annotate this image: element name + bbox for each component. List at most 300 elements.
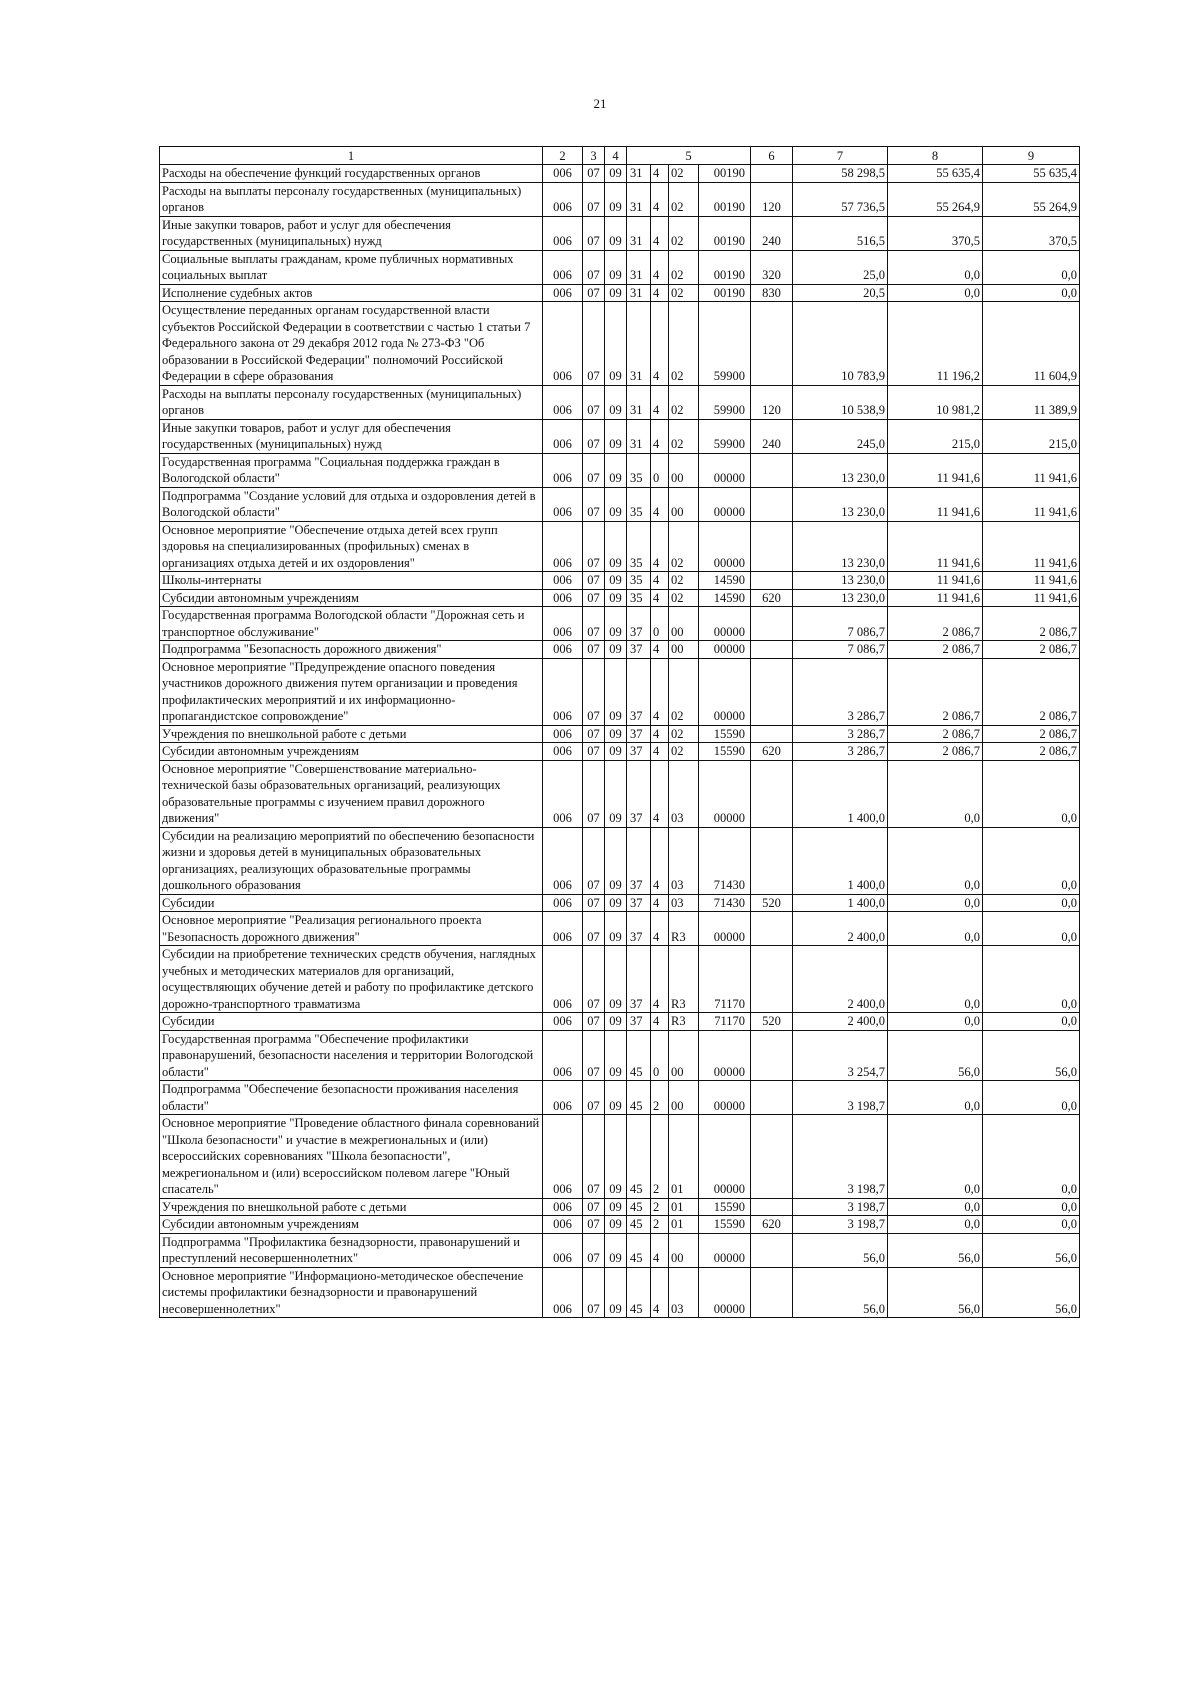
cell-subsection: 09 <box>605 572 627 590</box>
cell-amount-year-3: 0,0 <box>983 912 1080 946</box>
cell-target-program: 45 <box>627 1198 651 1216</box>
cell-target-program: 31 <box>627 419 651 453</box>
cell-target-event: 01 <box>669 1115 699 1199</box>
cell-admin-code: 006 <box>543 250 583 284</box>
cell-admin-code: 006 <box>543 182 583 216</box>
cell-admin-code: 006 <box>543 1233 583 1267</box>
cell-section: 07 <box>583 743 605 761</box>
cell-amount-year-3: 56,0 <box>983 1030 1080 1081</box>
cell-target-subprogram: 4 <box>651 1233 669 1267</box>
cell-name: Подпрограмма "Безопасность дорожного движения" <box>160 641 543 659</box>
cell-expense-type <box>751 1081 793 1115</box>
cell-subsection: 09 <box>605 658 627 725</box>
cell-target-program: 45 <box>627 1267 651 1318</box>
cell-section: 07 <box>583 182 605 216</box>
cell-section: 07 <box>583 385 605 419</box>
cell-name: Исполнение судебных актов <box>160 284 543 302</box>
cell-section: 07 <box>583 1030 605 1081</box>
cell-target-program: 37 <box>627 725 651 743</box>
cell-name: Учреждения по внешкольной работе с детьми <box>160 1198 543 1216</box>
cell-target-direction: 71430 <box>699 894 751 912</box>
cell-target-event: 02 <box>669 658 699 725</box>
cell-amount-year-1: 10 783,9 <box>793 302 888 386</box>
cell-amount-year-1: 56,0 <box>793 1267 888 1318</box>
cell-target-subprogram: 0 <box>651 453 669 487</box>
cell-target-subprogram: 4 <box>651 165 669 183</box>
cell-amount-year-2: 0,0 <box>888 1013 983 1031</box>
cell-amount-year-1: 3 254,7 <box>793 1030 888 1081</box>
cell-section: 07 <box>583 1081 605 1115</box>
cell-section: 07 <box>583 284 605 302</box>
cell-amount-year-2: 0,0 <box>888 894 983 912</box>
cell-admin-code: 006 <box>543 1198 583 1216</box>
cell-target-event: 02 <box>669 725 699 743</box>
cell-amount-year-3: 0,0 <box>983 946 1080 1013</box>
cell-subsection: 09 <box>605 725 627 743</box>
cell-admin-code: 006 <box>543 760 583 827</box>
cell-expense-type <box>751 607 793 641</box>
cell-amount-year-3: 2 086,7 <box>983 725 1080 743</box>
cell-admin-code: 006 <box>543 165 583 183</box>
cell-subsection: 09 <box>605 589 627 607</box>
cell-amount-year-3: 0,0 <box>983 894 1080 912</box>
cell-section: 07 <box>583 419 605 453</box>
cell-subsection: 09 <box>605 1216 627 1234</box>
cell-target-subprogram: 4 <box>651 743 669 761</box>
cell-name: Государственная программа "Обеспечение профилактики правонарушений, безопасности населения и территории Вологодской области" <box>160 1030 543 1081</box>
cell-target-direction: 14590 <box>699 572 751 590</box>
cell-target-direction: 15590 <box>699 1216 751 1234</box>
cell-target-program: 37 <box>627 827 651 894</box>
cell-target-program: 45 <box>627 1115 651 1199</box>
cell-target-event: 03 <box>669 894 699 912</box>
cell-amount-year-3: 370,5 <box>983 216 1080 250</box>
cell-section: 07 <box>583 894 605 912</box>
cell-admin-code: 006 <box>543 1115 583 1199</box>
cell-amount-year-2: 0,0 <box>888 946 983 1013</box>
cell-target-direction: 00000 <box>699 1267 751 1318</box>
table-row <box>160 607 1080 641</box>
cell-amount-year-3: 55 264,9 <box>983 182 1080 216</box>
cell-expense-type: 620 <box>751 743 793 761</box>
cell-amount-year-1: 2 400,0 <box>793 912 888 946</box>
cell-expense-type <box>751 487 793 521</box>
cell-target-direction: 71170 <box>699 946 751 1013</box>
cell-amount-year-3: 56,0 <box>983 1233 1080 1267</box>
cell-target-event: 03 <box>669 827 699 894</box>
cell-target-program: 35 <box>627 589 651 607</box>
table-row <box>160 912 1080 946</box>
cell-expense-type <box>751 827 793 894</box>
cell-expense-type: 240 <box>751 216 793 250</box>
cell-subsection: 09 <box>605 946 627 1013</box>
cell-target-event: 02 <box>669 521 699 572</box>
cell-expense-type <box>751 302 793 386</box>
cell-target-event: 00 <box>669 1081 699 1115</box>
table-row <box>160 760 1080 827</box>
cell-section: 07 <box>583 250 605 284</box>
cell-amount-year-1: 25,0 <box>793 250 888 284</box>
cell-expense-type: 620 <box>751 1216 793 1234</box>
cell-amount-year-2: 215,0 <box>888 419 983 453</box>
cell-amount-year-1: 3 198,7 <box>793 1081 888 1115</box>
cell-amount-year-1: 3 286,7 <box>793 725 888 743</box>
cell-amount-year-2: 11 941,6 <box>888 589 983 607</box>
cell-amount-year-1: 7 086,7 <box>793 641 888 659</box>
cell-target-event: 02 <box>669 385 699 419</box>
table-row <box>160 250 1080 284</box>
cell-name: Расходы на обеспечение функций государственных органов <box>160 165 543 183</box>
cell-name: Иные закупки товаров, работ и услуг для обеспечения государственных (муниципальных) нужд <box>160 419 543 453</box>
cell-subsection: 09 <box>605 1081 627 1115</box>
cell-amount-year-3: 0,0 <box>983 284 1080 302</box>
cell-section: 07 <box>583 1198 605 1216</box>
cell-target-direction: 71170 <box>699 1013 751 1031</box>
cell-amount-year-2: 0,0 <box>888 1115 983 1199</box>
cell-expense-type: 120 <box>751 182 793 216</box>
cell-section: 07 <box>583 658 605 725</box>
cell-name: Основное мероприятие "Информационо-методическое обеспечение системы профилактики безнадзорности и правонарушений несовершеннолетних" <box>160 1267 543 1318</box>
header-col-9: 9 <box>983 147 1080 165</box>
cell-target-event: 00 <box>669 1030 699 1081</box>
cell-name: Субсидии на приобретение технических средств обучения, наглядных учебных и методических материалов для организаций, осуществляющих обучение детей и работу по профилактике детского дорожно-транспортного травматизма <box>160 946 543 1013</box>
cell-target-subprogram: 4 <box>651 216 669 250</box>
cell-target-event: R3 <box>669 1013 699 1031</box>
cell-amount-year-2: 0,0 <box>888 284 983 302</box>
cell-name: Субсидии <box>160 894 543 912</box>
cell-target-direction: 00000 <box>699 1030 751 1081</box>
cell-target-subprogram: 4 <box>651 182 669 216</box>
cell-amount-year-3: 0,0 <box>983 827 1080 894</box>
cell-subsection: 09 <box>605 521 627 572</box>
header-col-4: 4 <box>605 147 627 165</box>
cell-target-subprogram: 4 <box>651 760 669 827</box>
cell-amount-year-2: 370,5 <box>888 216 983 250</box>
cell-target-event: 00 <box>669 1233 699 1267</box>
cell-expense-type <box>751 1233 793 1267</box>
cell-target-event: 03 <box>669 1267 699 1318</box>
cell-target-event: 02 <box>669 419 699 453</box>
cell-amount-year-2: 56,0 <box>888 1233 983 1267</box>
cell-target-direction: 71430 <box>699 827 751 894</box>
cell-subsection: 09 <box>605 1030 627 1081</box>
cell-admin-code: 006 <box>543 894 583 912</box>
cell-subsection: 09 <box>605 607 627 641</box>
cell-amount-year-1: 2 400,0 <box>793 1013 888 1031</box>
table-row <box>160 521 1080 572</box>
cell-target-event: 02 <box>669 182 699 216</box>
cell-target-direction: 00000 <box>699 641 751 659</box>
cell-amount-year-3: 11 389,9 <box>983 385 1080 419</box>
cell-amount-year-3: 11 941,6 <box>983 487 1080 521</box>
cell-target-direction: 00000 <box>699 1233 751 1267</box>
cell-target-event: 02 <box>669 284 699 302</box>
cell-target-subprogram: 4 <box>651 1013 669 1031</box>
cell-amount-year-3: 0,0 <box>983 760 1080 827</box>
table-row <box>160 487 1080 521</box>
cell-amount-year-2: 2 086,7 <box>888 725 983 743</box>
page-number: 21 <box>593 96 607 111</box>
cell-target-subprogram: 4 <box>651 1267 669 1318</box>
cell-target-direction: 00190 <box>699 216 751 250</box>
table-body <box>160 165 1080 1318</box>
cell-admin-code: 006 <box>543 1013 583 1031</box>
cell-amount-year-1: 57 736,5 <box>793 182 888 216</box>
table-row <box>160 589 1080 607</box>
cell-amount-year-3: 0,0 <box>983 1216 1080 1234</box>
cell-target-subprogram: 4 <box>651 912 669 946</box>
cell-amount-year-2: 55 264,9 <box>888 182 983 216</box>
cell-amount-year-2: 11 941,6 <box>888 453 983 487</box>
table-row <box>160 827 1080 894</box>
cell-name: Школы-интернаты <box>160 572 543 590</box>
cell-name: Государственная программа "Социальная поддержка граждан в Вологодской области" <box>160 453 543 487</box>
cell-target-subprogram: 0 <box>651 1030 669 1081</box>
cell-target-event: 00 <box>669 487 699 521</box>
cell-admin-code: 006 <box>543 589 583 607</box>
cell-target-direction: 00000 <box>699 453 751 487</box>
cell-name: Субсидии на реализацию мероприятий по обеспечению безопасности жизни и здоровья детей в муниципальных образовательных организациях, реализующих образовательные программы дошкольного образования <box>160 827 543 894</box>
cell-target-program: 37 <box>627 658 651 725</box>
cell-target-event: 02 <box>669 165 699 183</box>
cell-amount-year-3: 11 941,6 <box>983 521 1080 572</box>
cell-subsection: 09 <box>605 912 627 946</box>
cell-target-event: 02 <box>669 302 699 386</box>
cell-target-direction: 15590 <box>699 1198 751 1216</box>
cell-target-event: 02 <box>669 743 699 761</box>
cell-target-subprogram: 4 <box>651 658 669 725</box>
cell-section: 07 <box>583 302 605 386</box>
cell-amount-year-2: 2 086,7 <box>888 658 983 725</box>
cell-admin-code: 006 <box>543 302 583 386</box>
cell-target-direction: 00000 <box>699 521 751 572</box>
cell-amount-year-1: 245,0 <box>793 419 888 453</box>
cell-subsection: 09 <box>605 1267 627 1318</box>
cell-amount-year-3: 11 941,6 <box>983 572 1080 590</box>
table-row <box>160 302 1080 386</box>
cell-admin-code: 006 <box>543 827 583 894</box>
cell-admin-code: 006 <box>543 572 583 590</box>
cell-name: Расходы на выплаты персоналу государственных (муниципальных) органов <box>160 385 543 419</box>
cell-target-event: 02 <box>669 589 699 607</box>
cell-amount-year-1: 13 230,0 <box>793 521 888 572</box>
cell-amount-year-3: 11 604,9 <box>983 302 1080 386</box>
cell-amount-year-3: 55 635,4 <box>983 165 1080 183</box>
cell-expense-type <box>751 1115 793 1199</box>
cell-amount-year-2: 2 086,7 <box>888 607 983 641</box>
cell-subsection: 09 <box>605 216 627 250</box>
cell-amount-year-2: 0,0 <box>888 250 983 284</box>
cell-expense-type <box>751 572 793 590</box>
header-col-3: 3 <box>583 147 605 165</box>
cell-name: Основное мероприятие "Совершенствование материально-технической базы образовательных организаций, реализующих образовательные программы с изучением правил дорожного движения" <box>160 760 543 827</box>
cell-amount-year-3: 11 941,6 <box>983 589 1080 607</box>
cell-amount-year-3: 2 086,7 <box>983 658 1080 725</box>
cell-amount-year-1: 13 230,0 <box>793 487 888 521</box>
cell-subsection: 09 <box>605 419 627 453</box>
cell-target-program: 35 <box>627 572 651 590</box>
cell-expense-type <box>751 912 793 946</box>
cell-subsection: 09 <box>605 760 627 827</box>
cell-admin-code: 006 <box>543 216 583 250</box>
cell-expense-type <box>751 1198 793 1216</box>
cell-name: Субсидии <box>160 1013 543 1031</box>
cell-amount-year-2: 0,0 <box>888 912 983 946</box>
table-row <box>160 1267 1080 1318</box>
cell-amount-year-2: 11 941,6 <box>888 521 983 572</box>
cell-target-direction: 00000 <box>699 1115 751 1199</box>
cell-admin-code: 006 <box>543 725 583 743</box>
cell-name: Осуществление переданных органам государственной власти субъектов Российской Федерации в соответствии с частью 1 статьи 7 Федерального закона от 29 декабря 2012 года № 273-ФЗ "Об образовании в Российской Федерации" полномочий Российской Федерации в сфере образования <box>160 302 543 386</box>
cell-section: 07 <box>583 589 605 607</box>
cell-expense-type <box>751 453 793 487</box>
cell-expense-type: 520 <box>751 1013 793 1031</box>
cell-target-event: 00 <box>669 607 699 641</box>
cell-subsection: 09 <box>605 1013 627 1031</box>
table-row <box>160 1233 1080 1267</box>
cell-target-event: 01 <box>669 1216 699 1234</box>
cell-amount-year-2: 11 196,2 <box>888 302 983 386</box>
header-row <box>160 147 1080 165</box>
cell-amount-year-3: 56,0 <box>983 1267 1080 1318</box>
table-row <box>160 1030 1080 1081</box>
cell-admin-code: 006 <box>543 284 583 302</box>
cell-amount-year-1: 3 286,7 <box>793 743 888 761</box>
cell-subsection: 09 <box>605 1233 627 1267</box>
cell-subsection: 09 <box>605 1115 627 1199</box>
cell-amount-year-2: 11 941,6 <box>888 572 983 590</box>
cell-target-event: 02 <box>669 250 699 284</box>
cell-amount-year-1: 13 230,0 <box>793 453 888 487</box>
cell-subsection: 09 <box>605 284 627 302</box>
cell-target-direction: 00000 <box>699 1081 751 1115</box>
cell-target-program: 45 <box>627 1081 651 1115</box>
cell-amount-year-1: 516,5 <box>793 216 888 250</box>
cell-target-program: 45 <box>627 1030 651 1081</box>
cell-expense-type: 320 <box>751 250 793 284</box>
cell-amount-year-1: 1 400,0 <box>793 894 888 912</box>
cell-target-program: 37 <box>627 607 651 641</box>
table-row <box>160 385 1080 419</box>
cell-amount-year-3: 0,0 <box>983 1115 1080 1199</box>
cell-admin-code: 006 <box>543 658 583 725</box>
cell-name: Субсидии автономным учреждениям <box>160 1216 543 1234</box>
cell-amount-year-2: 56,0 <box>888 1030 983 1081</box>
cell-target-program: 35 <box>627 453 651 487</box>
cell-target-subprogram: 0 <box>651 607 669 641</box>
cell-admin-code: 006 <box>543 743 583 761</box>
cell-target-direction: 00190 <box>699 284 751 302</box>
cell-amount-year-1: 3 198,7 <box>793 1198 888 1216</box>
cell-amount-year-2: 0,0 <box>888 1081 983 1115</box>
cell-amount-year-1: 1 400,0 <box>793 827 888 894</box>
cell-expense-type <box>751 725 793 743</box>
cell-admin-code: 006 <box>543 521 583 572</box>
cell-section: 07 <box>583 1216 605 1234</box>
cell-admin-code: 006 <box>543 419 583 453</box>
cell-amount-year-1: 10 538,9 <box>793 385 888 419</box>
cell-name: Расходы на выплаты персоналу государственных (муниципальных) органов <box>160 182 543 216</box>
cell-section: 07 <box>583 572 605 590</box>
table-row <box>160 572 1080 590</box>
cell-amount-year-1: 20,5 <box>793 284 888 302</box>
cell-name: Учреждения по внешкольной работе с детьми <box>160 725 543 743</box>
cell-target-direction: 15590 <box>699 725 751 743</box>
cell-target-subprogram: 2 <box>651 1216 669 1234</box>
table-row <box>160 419 1080 453</box>
cell-expense-type <box>751 641 793 659</box>
cell-section: 07 <box>583 641 605 659</box>
cell-target-subprogram: 4 <box>651 521 669 572</box>
cell-target-direction: 59900 <box>699 302 751 386</box>
cell-subsection: 09 <box>605 743 627 761</box>
cell-section: 07 <box>583 1013 605 1031</box>
cell-amount-year-2: 10 981,2 <box>888 385 983 419</box>
cell-admin-code: 006 <box>543 912 583 946</box>
cell-amount-year-2: 2 086,7 <box>888 743 983 761</box>
table-row <box>160 1013 1080 1031</box>
cell-target-direction: 00190 <box>699 165 751 183</box>
cell-target-program: 37 <box>627 894 651 912</box>
header-col-6: 6 <box>751 147 793 165</box>
cell-target-direction: 00000 <box>699 607 751 641</box>
cell-section: 07 <box>583 453 605 487</box>
cell-amount-year-2: 55 635,4 <box>888 165 983 183</box>
cell-target-subprogram: 2 <box>651 1081 669 1115</box>
cell-amount-year-3: 215,0 <box>983 419 1080 453</box>
cell-amount-year-3: 0,0 <box>983 1013 1080 1031</box>
cell-amount-year-2: 11 941,6 <box>888 487 983 521</box>
cell-target-subprogram: 2 <box>651 1198 669 1216</box>
cell-target-direction: 00000 <box>699 658 751 725</box>
cell-amount-year-1: 56,0 <box>793 1233 888 1267</box>
cell-target-program: 31 <box>627 302 651 386</box>
cell-amount-year-1: 3 198,7 <box>793 1216 888 1234</box>
cell-amount-year-3: 2 086,7 <box>983 641 1080 659</box>
cell-target-direction: 00000 <box>699 912 751 946</box>
table-row <box>160 658 1080 725</box>
cell-section: 07 <box>583 827 605 894</box>
cell-target-event: 00 <box>669 641 699 659</box>
cell-section: 07 <box>583 1267 605 1318</box>
cell-target-direction: 00000 <box>699 760 751 827</box>
cell-target-program: 31 <box>627 182 651 216</box>
cell-target-program: 37 <box>627 912 651 946</box>
cell-admin-code: 006 <box>543 1081 583 1115</box>
table-row <box>160 743 1080 761</box>
cell-target-subprogram: 4 <box>651 487 669 521</box>
cell-target-program: 37 <box>627 1013 651 1031</box>
cell-subsection: 09 <box>605 165 627 183</box>
cell-subsection: 09 <box>605 1198 627 1216</box>
cell-target-program: 45 <box>627 1216 651 1234</box>
table-row <box>160 1216 1080 1234</box>
table-row <box>160 946 1080 1013</box>
cell-name: Подпрограмма "Профилактика безнадзорности, правонарушений и преступлений несовершеннолетних" <box>160 1233 543 1267</box>
cell-admin-code: 006 <box>543 946 583 1013</box>
cell-target-program: 37 <box>627 946 651 1013</box>
cell-subsection: 09 <box>605 385 627 419</box>
cell-name: Основное мероприятие "Обеспечение отдыха детей всех групп здоровья на специализированных (профильных) сменах в организациях отдыха детей и их оздоровления" <box>160 521 543 572</box>
cell-admin-code: 006 <box>543 1216 583 1234</box>
cell-target-direction: 59900 <box>699 419 751 453</box>
cell-target-subprogram: 4 <box>651 385 669 419</box>
cell-target-program: 31 <box>627 216 651 250</box>
cell-target-program: 35 <box>627 521 651 572</box>
cell-expense-type: 240 <box>751 419 793 453</box>
cell-admin-code: 006 <box>543 641 583 659</box>
table-row <box>160 894 1080 912</box>
